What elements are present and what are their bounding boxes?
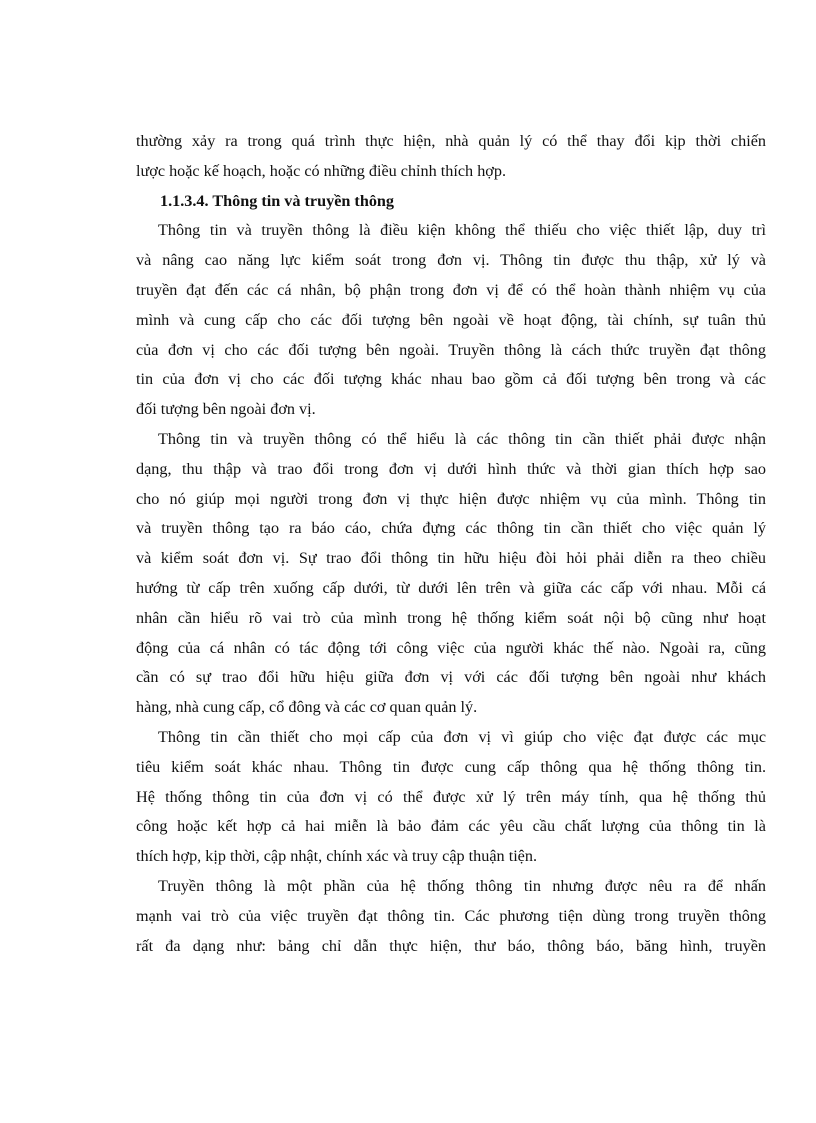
text-line: tin của đơn vị cho các đối tượng khác nhau bao gồm cả đối tượng bên trong và các <box>136 370 766 389</box>
text-line: cần có sự trao đổi hữu hiệu giữa đơn vị với các đối tượng bên ngoài như khách <box>136 668 766 687</box>
text-line: công hoặc kết hợp cả hai miễn là bảo đảm các yêu cầu chất lượng của thông tin là <box>136 817 766 836</box>
text-line: hàng, nhà cung cấp, cổ đông và các cơ quan quản lý. <box>136 698 478 717</box>
text-line: dạng, thu thập và trao đổi trong đơn vị dưới hình thức và thời gian thích hợp sao <box>136 459 766 478</box>
text-line: và nâng cao năng lực kiểm soát trong đơn vị. Thông tin được thu thập, xử lý và <box>136 251 766 270</box>
text-line: Hệ thống thông tin của đơn vị có thể được xử lý trên máy tính, qua hệ thống thủ <box>136 787 766 806</box>
text-line: thích hợp, kịp thời, cập nhật, chính xác và truy cập thuận tiện. <box>136 847 538 866</box>
text-line: Truyền thông là một phần của hệ thống thông tin nhưng được nêu ra để nhấn <box>158 876 766 895</box>
text-line: mình và cung cấp cho các đối tượng bên ngoài về hoạt động, tài chính, sự tuân thủ <box>136 310 766 329</box>
text-line: Thông tin và truyền thông là điều kiện không thể thiếu cho việc thiết lập, duy trì <box>158 221 766 240</box>
text-line: mạnh vai trò của việc truyền đạt thông tin. Các phương tiện dùng trong truyền thông <box>136 906 766 925</box>
text-line: tiêu kiểm soát khác nhau. Thông tin được cung cấp thông qua hệ thống thông tin. <box>136 757 766 776</box>
text-line: truyền đạt đến các cá nhân, bộ phận trong đơn vị để có thể hoàn thành nhiệm vụ của <box>136 280 766 299</box>
text-line: của đơn vị cho các đối tượng bên ngoài. Truyền thông là cách thức truyền đạt thông <box>136 340 766 359</box>
text-line: lược hoặc kế hoạch, hoặc có những điều chỉnh thích hợp. <box>136 161 506 180</box>
text-line: và kiểm soát đơn vị. Sự trao đổi thông tin hữu hiệu đòi hỏi phải diễn ra theo chiều <box>136 549 766 568</box>
text-line: nhân cần hiểu rõ vai trò của mình trong hệ thống kiểm soát nội bộ cũng như hoạt <box>136 608 766 627</box>
text-line: Thông tin cần thiết cho mọi cấp của đơn vị vì giúp cho việc đạt được các mục <box>158 727 766 746</box>
text-line: động của cá nhân có tác động tới công việc của người khác thế nào. Ngoài ra, cũng <box>136 638 766 657</box>
text-line: Thông tin và truyền thông có thể hiểu là các thông tin cần thiết phải được nhận <box>158 429 766 448</box>
text-line: rất đa dạng như: bảng chỉ dẫn thực hiện, thư báo, thông báo, băng hình, truyền <box>136 936 766 955</box>
document-page <box>136 127 766 961</box>
text-line: và truyền thông tạo ra báo cáo, chứa đựng các thông tin cần thiết cho việc quản lý <box>136 519 766 538</box>
text-line: thường xảy ra trong quá trình thực hiện, nhà quản lý có thể thay đổi kịp thời chiến <box>136 132 766 150</box>
section-heading: 1.1.3.4. Thông tin và truyền thông <box>160 191 395 210</box>
text-line: cho nó giúp mọi người trong đơn vị thực hiện được nhiệm vụ của mình. Thông tin <box>136 489 766 508</box>
text-line: hướng từ cấp trên xuống cấp dưới, từ dưới lên trên và giữa các cấp với nhau. Mỗi cá <box>136 578 766 597</box>
text-line: đối tượng bên ngoài đơn vị. <box>136 400 316 419</box>
